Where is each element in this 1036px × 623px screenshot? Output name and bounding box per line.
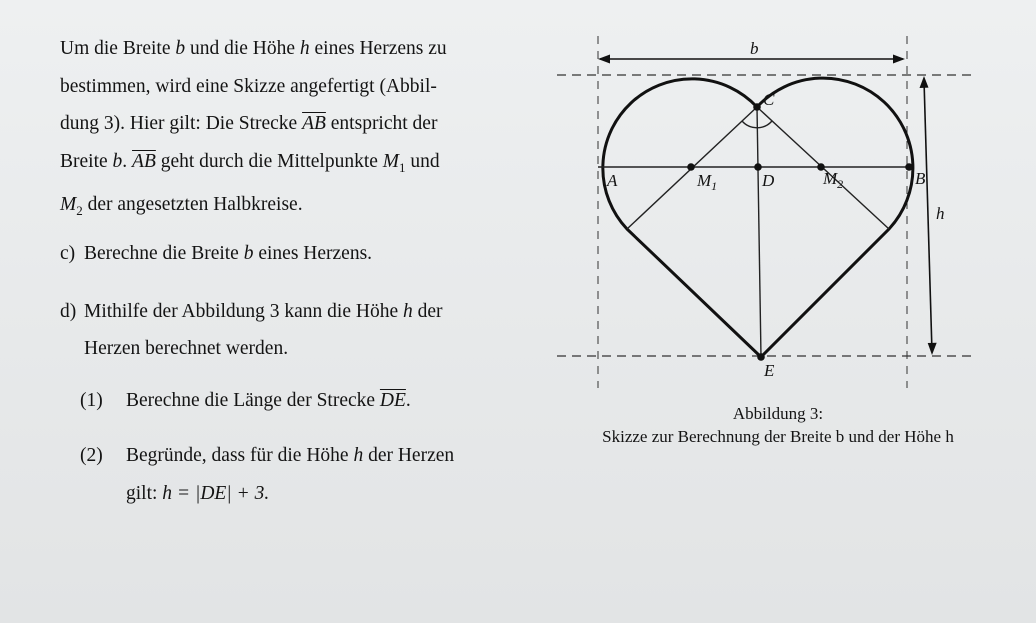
point-M1 <box>687 163 695 171</box>
point-E <box>757 353 765 361</box>
task-c: c) Berechne die Breite b eines Herzens. <box>60 243 373 265</box>
caption-line-2: Skizze zur Berechnung der Breite b und der Höhe h <box>602 427 954 446</box>
heart-sketch-figure <box>555 30 980 450</box>
height-arrow-bottom-head <box>928 343 937 355</box>
intro-paragraph-line-4: Breite b. $\overline{AB}$ geht durch die Mittelpunkte $M_1$ und <box>60 150 440 175</box>
label-M2: $M_2$ <box>823 169 844 191</box>
label-h: h <box>936 204 945 223</box>
task-d-line-2: Herzen berechnet werden. <box>84 338 289 360</box>
point-C <box>753 103 761 111</box>
label-b: b <box>750 39 759 58</box>
task-d2: (2) Begründe, dass für die Höhe h der Herzen <box>80 445 455 467</box>
label-M1: $M_1$ <box>697 171 718 193</box>
intro-paragraph-line-5: $M_2$ der angesetzten Halbkreise. <box>60 193 303 218</box>
height-arrow-top-head <box>920 76 929 88</box>
task-d1: (1) Berechne die Länge der Strecke $\overline{DE}$. <box>80 389 411 411</box>
intro-paragraph-line-3: dung 3). Hier gilt: Die Strecke $\overline{AB}$ entspricht der <box>60 113 438 134</box>
label-C: C <box>763 90 775 109</box>
label-E: E <box>764 361 775 380</box>
label-D: D <box>762 171 775 190</box>
figure-caption <box>578 402 978 448</box>
task-d2-line-2: gilt: h = |DE| + 3. <box>126 482 270 504</box>
point-B <box>905 163 913 171</box>
task-d: d) Mithilfe der Abbildung 3 kann die Höhe h der <box>60 300 443 322</box>
intro-paragraph-line-1: Um die Breite b und die Höhe h eines Herzens zu <box>60 38 447 59</box>
label-A: A <box>607 171 618 190</box>
point-D <box>754 163 762 171</box>
height-arrow <box>924 80 932 352</box>
task-text <box>60 30 530 512</box>
width-arrow-left-head <box>598 55 610 64</box>
intro-paragraph-line-2: bestimmen, wird eine Skizze angefertigt (Abbil- <box>60 75 437 97</box>
segment-CE <box>757 107 761 357</box>
width-arrow-right-head <box>893 55 905 64</box>
caption-line-1: Abbildung 3: <box>732 404 824 423</box>
heart-diagram <box>555 30 980 450</box>
label-B: B <box>915 169 926 188</box>
